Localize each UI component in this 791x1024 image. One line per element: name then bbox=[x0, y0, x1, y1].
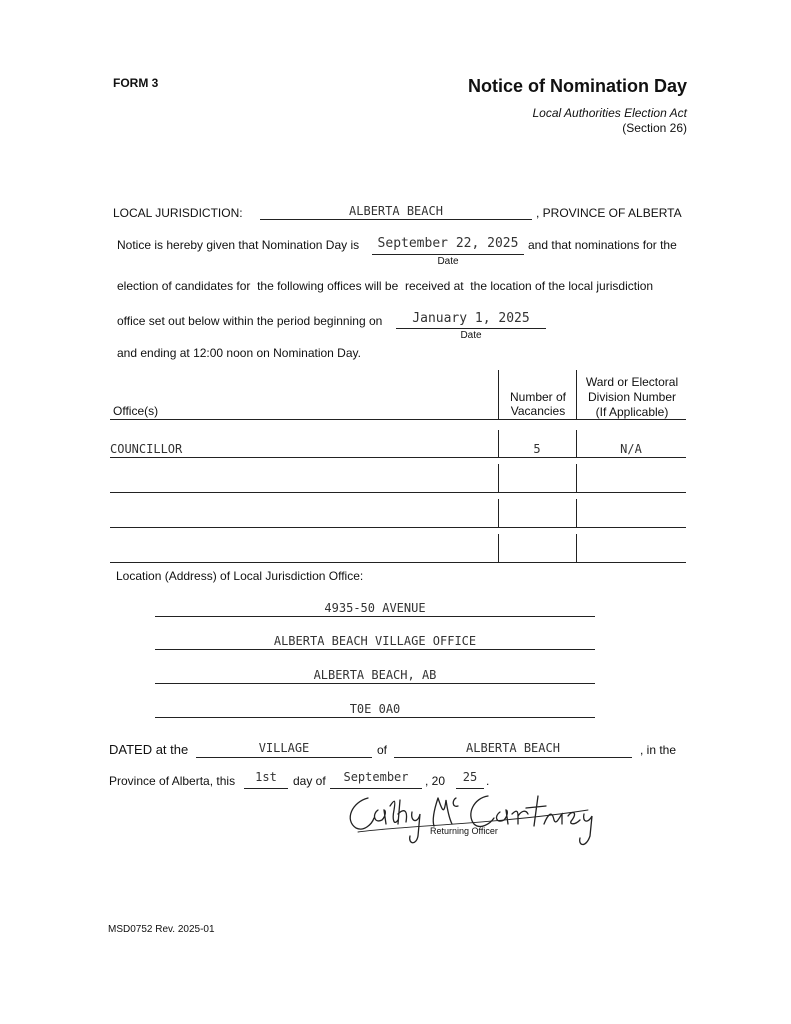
returning-officer-caption: Returning Officer bbox=[430, 826, 498, 836]
dated-month: September bbox=[343, 770, 409, 784]
form-label: FORM 3 bbox=[113, 76, 159, 90]
dated-place-type: VILLAGE bbox=[258, 741, 310, 755]
jurisdiction-value: ALBERTA BEACH bbox=[349, 204, 443, 218]
dated-year: 25 bbox=[462, 770, 478, 784]
province-text: , PROVINCE OF ALBERTA bbox=[536, 206, 682, 220]
dated-of: of bbox=[377, 743, 388, 757]
col-office-header: Office(s) bbox=[113, 404, 159, 418]
year-prefix: , 20 bbox=[425, 774, 446, 788]
date-caption-1: Date bbox=[437, 256, 459, 267]
province-this-label: Province of Alberta, this bbox=[109, 774, 236, 788]
row1-office: COUNCILLOR bbox=[110, 442, 183, 456]
row1-vacancies: 5 bbox=[533, 442, 541, 456]
dated-at-label: DATED at the bbox=[109, 742, 189, 757]
location-label: Location (Address) of Local Jurisdiction Office: bbox=[116, 569, 364, 583]
returning-officer-signature bbox=[338, 780, 618, 850]
day-of-label: day of bbox=[293, 774, 326, 788]
act-name: Local Authorities Election Act bbox=[532, 106, 687, 120]
dated-period: . bbox=[486, 774, 490, 788]
location-line-1: 4935-50 AVENUE bbox=[324, 601, 426, 615]
dated-in-the: , in the bbox=[640, 743, 677, 757]
col-ward-header: Ward or Electoral Division Number (If Applicable) bbox=[585, 375, 679, 419]
row1-ward: N/A bbox=[620, 442, 642, 456]
notice-line3-prefix: office set out below within the period beginning on bbox=[117, 314, 383, 328]
dated-place-name: ALBERTA BEACH bbox=[466, 741, 560, 755]
form-code: MSD0752 Rev. 2025-01 bbox=[108, 924, 215, 935]
begin-date: January 1, 2025 bbox=[412, 311, 530, 326]
act-section: (Section 26) bbox=[622, 121, 687, 135]
date-caption-2: Date bbox=[460, 330, 482, 341]
dated-day: 1st bbox=[255, 770, 277, 784]
notice-line2: election of candidates for the following offices will be received at the location of the local jurisdiction bbox=[117, 279, 654, 293]
location-line-4: T0E 0A0 bbox=[349, 702, 401, 716]
signature-image bbox=[338, 780, 618, 850]
location-line-2: ALBERTA BEACH VILLAGE OFFICE bbox=[273, 634, 477, 648]
form-title: Notice of Nomination Day bbox=[467, 76, 687, 96]
col-vacancies-header: Number of Vacancies bbox=[509, 390, 567, 418]
notice-line1-suffix: and that nominations for the bbox=[528, 238, 677, 252]
jurisdiction-label: LOCAL JURISDICTION: bbox=[113, 206, 243, 220]
location-line-3: ALBERTA BEACH, AB bbox=[313, 668, 437, 682]
nomination-date: September 22, 2025 bbox=[377, 236, 519, 251]
notice-line1-prefix: Notice is hereby given that Nomination Day is bbox=[117, 238, 360, 252]
notice-line4: and ending at 12:00 noon on Nomination Day. bbox=[117, 346, 361, 360]
